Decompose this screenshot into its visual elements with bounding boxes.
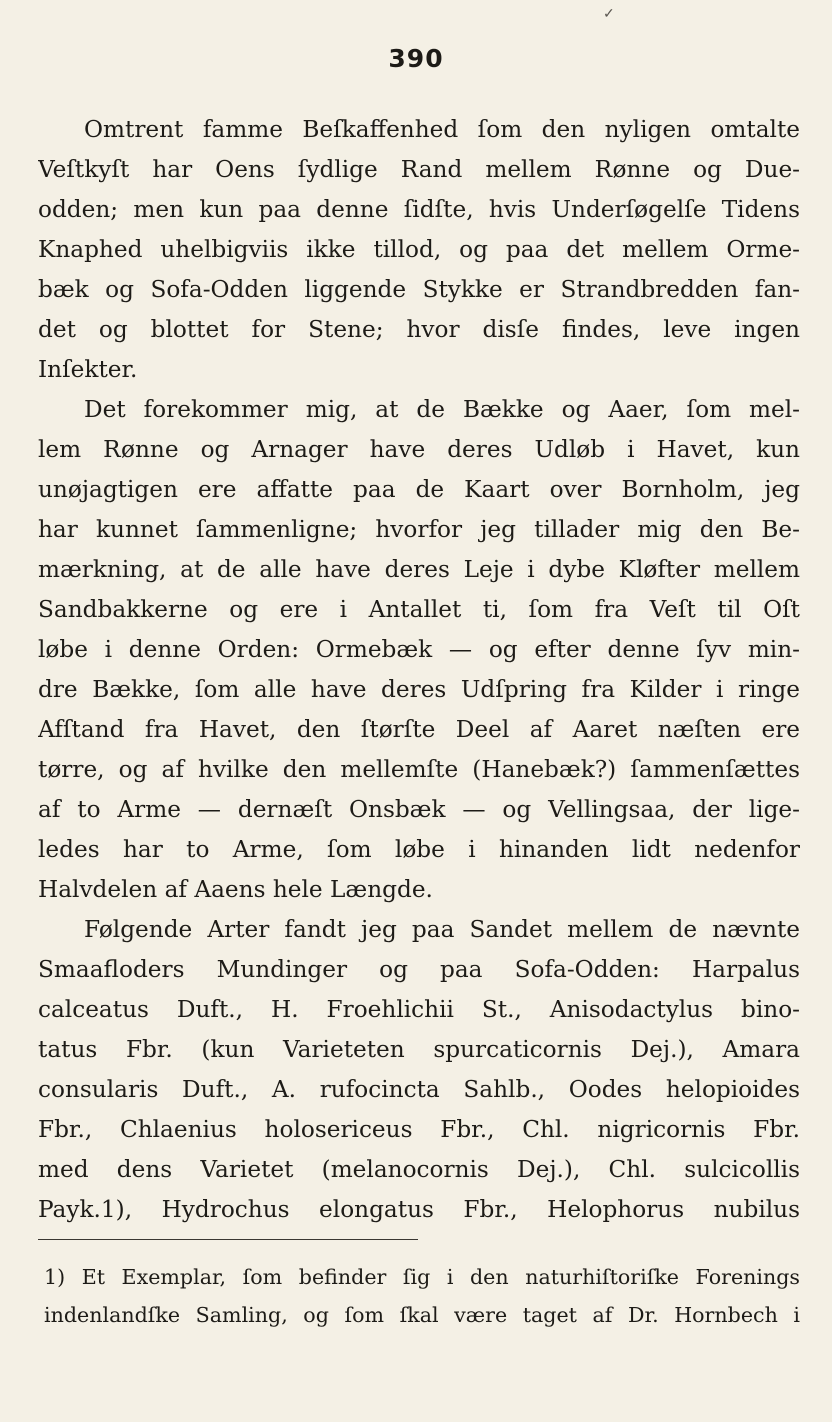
- body-line: Knaphed uhelbigviis ikke tillod, og paa det mellem Orme-: [38, 236, 800, 263]
- footnote-line: 1) Et Exemplar, ſom befinder ſig i den naturhiſtoriſke Forenings: [44, 1265, 800, 1289]
- footnote-divider: [38, 1239, 418, 1240]
- body-text: [38, 110, 800, 1230]
- body-line: det og blottet for Stene; hvor disſe findes, leve ingen: [38, 316, 800, 343]
- body-line: Følgende Arter fandt jeg paa Sandet mellem de nævnte: [84, 916, 800, 943]
- footnote-line: indenlandſke Samling, og ſom ſkal være taget af Dr. Hornbech i: [44, 1303, 800, 1327]
- body-line: Veſtkyſt har Oens ſydlige Rand mellem Rønne og Due-: [38, 156, 800, 183]
- body-line: odden; men kun paa denne ſidſte, hvis Underſøgelſe Tidens: [38, 196, 800, 223]
- body-line: dre Bække, ſom alle have deres Udſpring fra Kilder i ringe: [38, 676, 800, 703]
- body-line: Det forekommer mig, at de Bække og Aaer, ſom mel-: [84, 396, 800, 423]
- body-line: Inſekter.: [38, 356, 138, 383]
- body-line: tatus Fbr. (kun Varieteten spurcaticornis Dej.), Amara: [38, 1036, 800, 1063]
- body-line: unøjagtigen ere affatte paa de Kaart over Bornholm, jeg: [38, 476, 800, 503]
- pencil-check-mark: ✓: [603, 6, 615, 22]
- body-line: Smaafloders Mundinger og paa Sofa-Odden: Harpalus: [38, 956, 800, 983]
- body-line: lem Rønne og Arnager have deres Udløb i Havet, kun: [38, 436, 800, 463]
- body-line: Afſtand fra Havet, den ſtørſte Deel af Aaret næſten ere: [38, 716, 800, 743]
- body-line: har kunnet ſammenligne; hvorfor jeg tillader mig den Be-: [38, 516, 800, 543]
- body-line: med dens Varietet (melanocornis Dej.), Chl. sulcicollis: [38, 1156, 800, 1183]
- body-line: ledes har to Arme, ſom løbe i hinanden lidt nedenfor: [38, 836, 800, 863]
- body-line: løbe i denne Orden: Ormebæk — og efter denne ſyv min-: [38, 636, 800, 663]
- body-line: Omtrent famme Beſkaffenhed ſom den nyligen omtalte: [84, 116, 800, 143]
- body-line: mærkning, at de alle have deres Leje i dybe Kløfter mellem: [38, 556, 800, 583]
- body-line: Payk.1), Hydrochus elongatus Fbr., Helophorus nubilus: [38, 1196, 800, 1223]
- body-line: Halvdelen af Aaens hele Længde.: [38, 876, 433, 903]
- body-line: consularis Duft., A. rufocincta Sahlb., Oodes helopioides: [38, 1076, 800, 1103]
- page-number: 390: [388, 44, 444, 73]
- body-line: Sandbakkerne og ere i Antallet ti, ſom fra Veſt til Oſt: [38, 596, 800, 623]
- body-line: bæk og Sofa-Odden liggende Stykke er Strandbredden fan-: [38, 276, 800, 303]
- footnote: [44, 1258, 800, 1334]
- body-line: tørre, og af hvilke den mellemſte (Hanebæk?) ſammenſættes: [38, 756, 800, 783]
- body-line: Fbr., Chlaenius holosericeus Fbr., Chl. nigricornis Fbr.: [38, 1116, 800, 1143]
- body-line: calceatus Duft., H. Froehlichii St., Anisodactylus bino-: [38, 996, 800, 1023]
- body-line: af to Arme — dernæſt Onsbæk — og Vellingsaa, der lige-: [38, 796, 800, 823]
